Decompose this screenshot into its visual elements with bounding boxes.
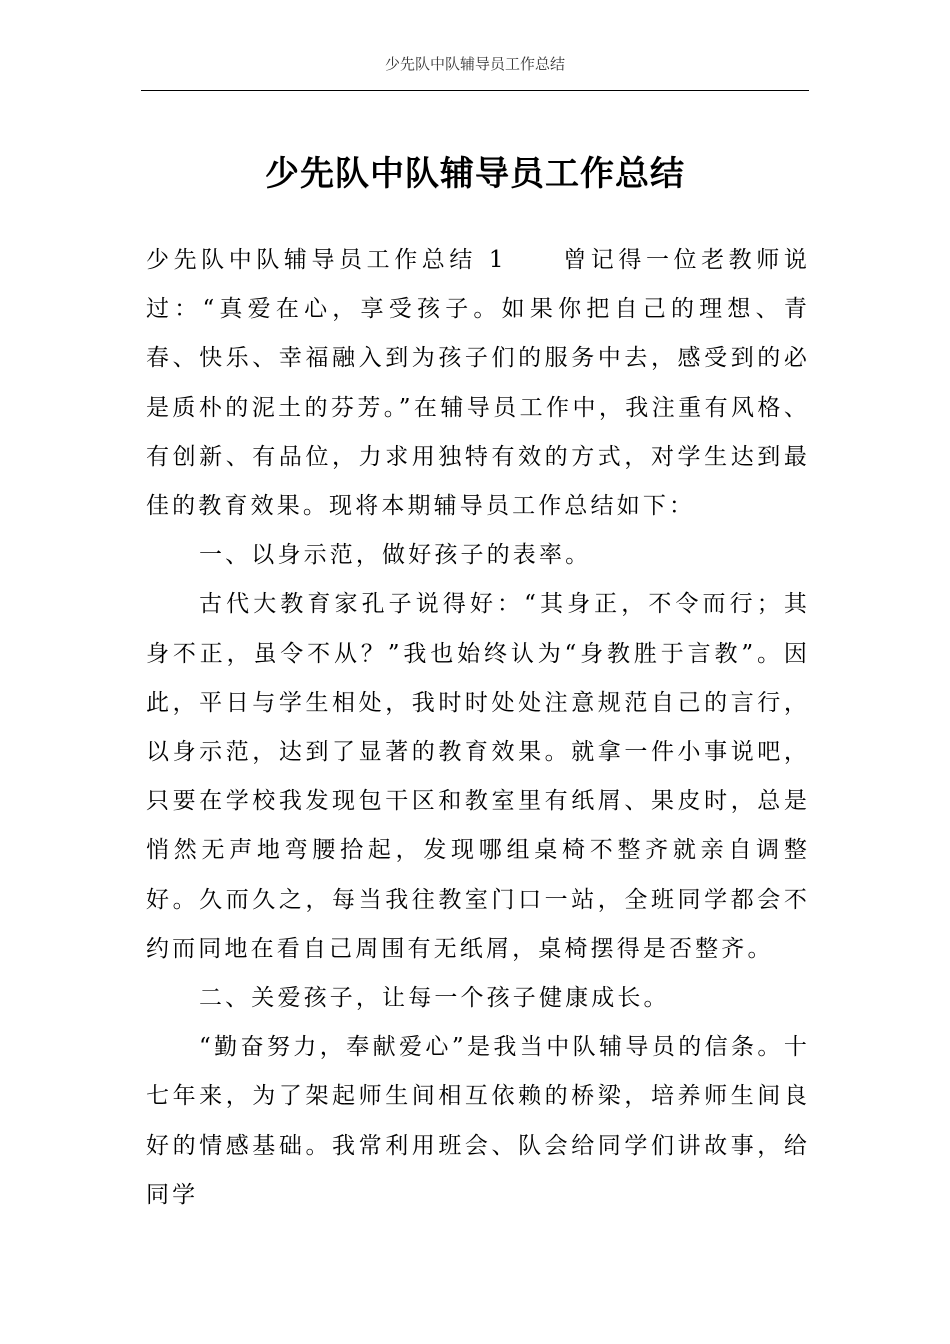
intro-paragraph: 少先队中队辅导员工作总结 1 曾记得一位老教师说过：“真爱在心，享受孩子。如果你把自己的理想、青春、快乐、幸福融入到为孩子们的服务中去，感受到的必是质朴的泥土的芬芳。”在辅导员工作中，我注重有风格、有创新、有品位，力求用独特有效的方式，对学生达到最佳的教育效果。现将本期辅导员工作总结如下： [146, 247, 810, 520]
section-heading-1: 一、以身示范，做好孩子的表率。 [199, 542, 592, 569]
section-heading-2: 二、关爱孩子，让每一个孩子健康成长。 [199, 985, 670, 1012]
body-paragraph: 古代大教育家孔子说得好：“其身正，不令而行；其身不正，虽令不从？”我也始终认为“身教胜于言教”。因此，平日与学生相处，我时时处处注意规范自己的言行，以身示范，达到了显著的教育效果。就拿一件小事说吧，只要在学校我发现包干区和教室里有纸屑、果皮时，总是悄然无声地弯腰拾起，发现哪组桌椅不整齐就亲自调整好。久而久之，每当我往教室门口一站，全班同学都会不约而同地在看自己周围有无纸屑，桌椅摆得是否整齐。 [146, 591, 810, 962]
body-paragraph: “勤奋努力，奉献爱心”是我当中队辅导员的信条。十七年来，为了架起师生间相互依赖的桥梁，培养师生间良好的情感基础。我常利用班会、队会给同学们讲故事，给同学 [146, 1034, 810, 1208]
document-body [146, 236, 810, 1220]
running-header: 少先队中队辅导员工作总结 [384, 55, 565, 73]
header-divider [141, 90, 809, 91]
document-title: 少先队中队辅导员工作总结 [265, 154, 685, 194]
